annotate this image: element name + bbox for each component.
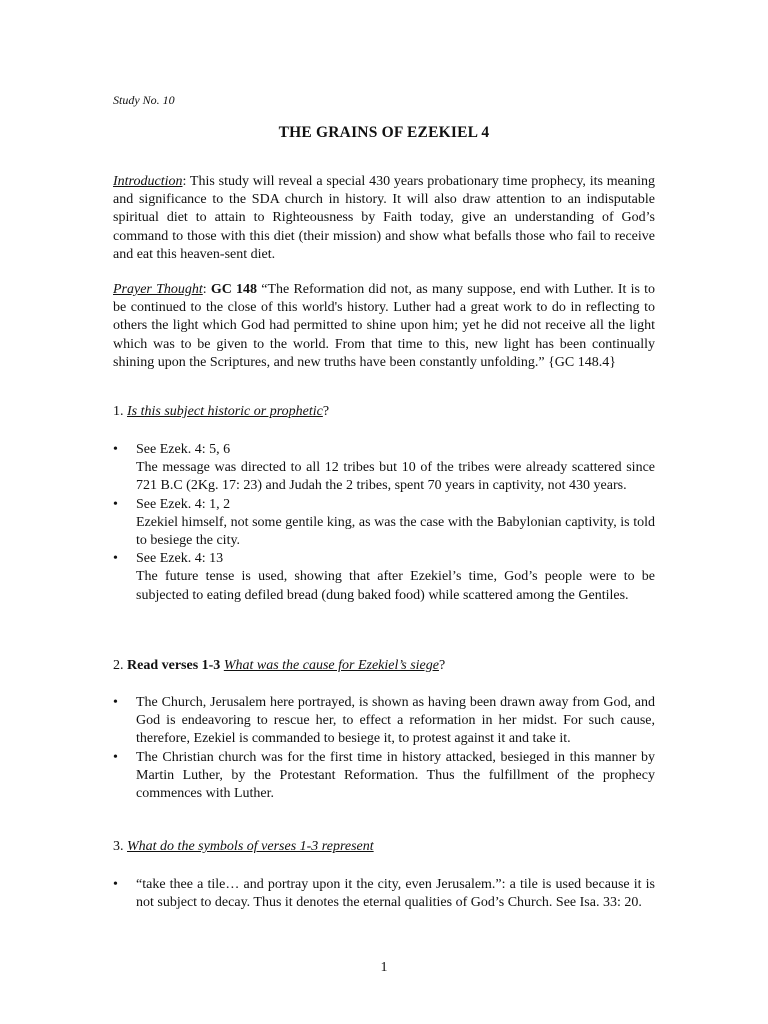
bullet-icon: •	[113, 496, 118, 512]
prayer-text: “The Reformation did not, as many suppose, end with Luther. It is to be continued to the close of this world's history. Luther had a great work to do in reflecting to others the light which God had permitted to shine upon him; yet he did not receive all the light which was to be given to the world. From that time to this, new light has been continually shining upon the Scriptures, and new truths have been constantly unfolding.” {GC 148.4}	[113, 282, 655, 370]
question-1-number: 1.	[113, 404, 127, 419]
document-title: THE GRAINS OF EZEKIEL 4	[278, 124, 490, 141]
question-1-text: Is this subject historic or prophetic	[127, 404, 323, 419]
question-1-end: ?	[322, 404, 330, 419]
list-item	[113, 550, 655, 605]
list-item-ref: See Ezek. 4: 5, 6	[136, 442, 231, 457]
bullet-icon: •	[113, 551, 118, 567]
list-item-ref: See Ezek. 4: 13	[136, 551, 224, 567]
list-item-ref: See Ezek. 4: 1, 2	[136, 496, 231, 512]
question-1	[113, 404, 655, 420]
prayer-colon: :	[202, 282, 211, 297]
introduction-paragraph	[113, 173, 655, 264]
list-item-text: Ezekiel himself, not some gentile king, as was the case with the Babylonian captivity, is told to besiege the city.	[136, 514, 655, 549]
list-item-text: The Church, Jerusalem here portrayed, is shown as having been drawn away from God, and God is endeavoring to rescue her, to effect a reformation in her midst. For such cause, therefore, Ezekiel is commanded to besiege it, to protest against it and take it.	[136, 695, 655, 747]
prayer-reference: GC 148	[210, 282, 258, 297]
question-3-list	[113, 876, 655, 912]
list-item	[113, 441, 655, 496]
list-item	[113, 749, 655, 804]
question-2-list	[113, 694, 655, 803]
list-item-text: The message was directed to all 12 tribes but 10 of the tribes were already scattered since 721 B.C (2Kg. 17: 23) and Judah the 2 tribes, spent 70 years in captivity, not 430 years.	[136, 460, 655, 494]
bullet-icon: •	[113, 749, 118, 765]
introduction-label: Introduction	[113, 174, 183, 189]
question-3	[113, 839, 655, 855]
list-item	[113, 694, 655, 749]
question-3-number: 3.	[113, 839, 127, 854]
list-item-text: The future tense is used, showing that after Ezekiel’s time, God’s people were to be subjected to eating defiled bread (dung baked food) while scattered among the Gentiles.	[136, 569, 655, 603]
introduction-text: : This study will reveal a special 430 years probationary time prophecy, its meaning and significance to the SDA church in history. It will also draw attention to an indisputable spiritual diet to attain to Righteousness by Faith today, give an understanding of God’s command to those with this diet (their mission) and show what befalls those who fail to receive and eat this heaven-sent diet.	[113, 174, 655, 262]
question-2-number: 2.	[113, 658, 127, 673]
question-2	[113, 658, 655, 674]
bullet-icon: •	[113, 442, 118, 457]
page-number: 1	[380, 960, 388, 975]
question-1-list	[113, 441, 655, 605]
question-3-text: What do the symbols of verses 1-3 represent	[127, 839, 374, 854]
question-2-end: ?	[438, 658, 446, 673]
list-item	[113, 496, 655, 551]
bullet-icon: •	[113, 877, 118, 892]
bullet-icon: •	[113, 695, 118, 710]
prayer-thought-label: Prayer Thought	[113, 282, 203, 297]
prayer-thought-paragraph	[113, 281, 655, 372]
study-number: Study No. 10	[113, 93, 175, 107]
list-item-text: The Christian church was for the first time in history attacked, besieged in this manner by Martin Luther, by the Protestant Reformation. Thus the fulfillment of the prophecy commences with Luther.	[136, 749, 655, 802]
list-item-text: “take thee a tile… and portray upon it the city, even Jerusalem.”: a tile is used because it is not subject to decay. Thus it denotes the eternal qualities of God’s Church. See Isa. 33: 20.	[136, 877, 655, 911]
question-2-text: What was the cause for Ezekiel’s siege	[223, 658, 439, 673]
list-item	[113, 876, 655, 912]
question-2-bold: Read verses 1-3	[127, 658, 221, 673]
